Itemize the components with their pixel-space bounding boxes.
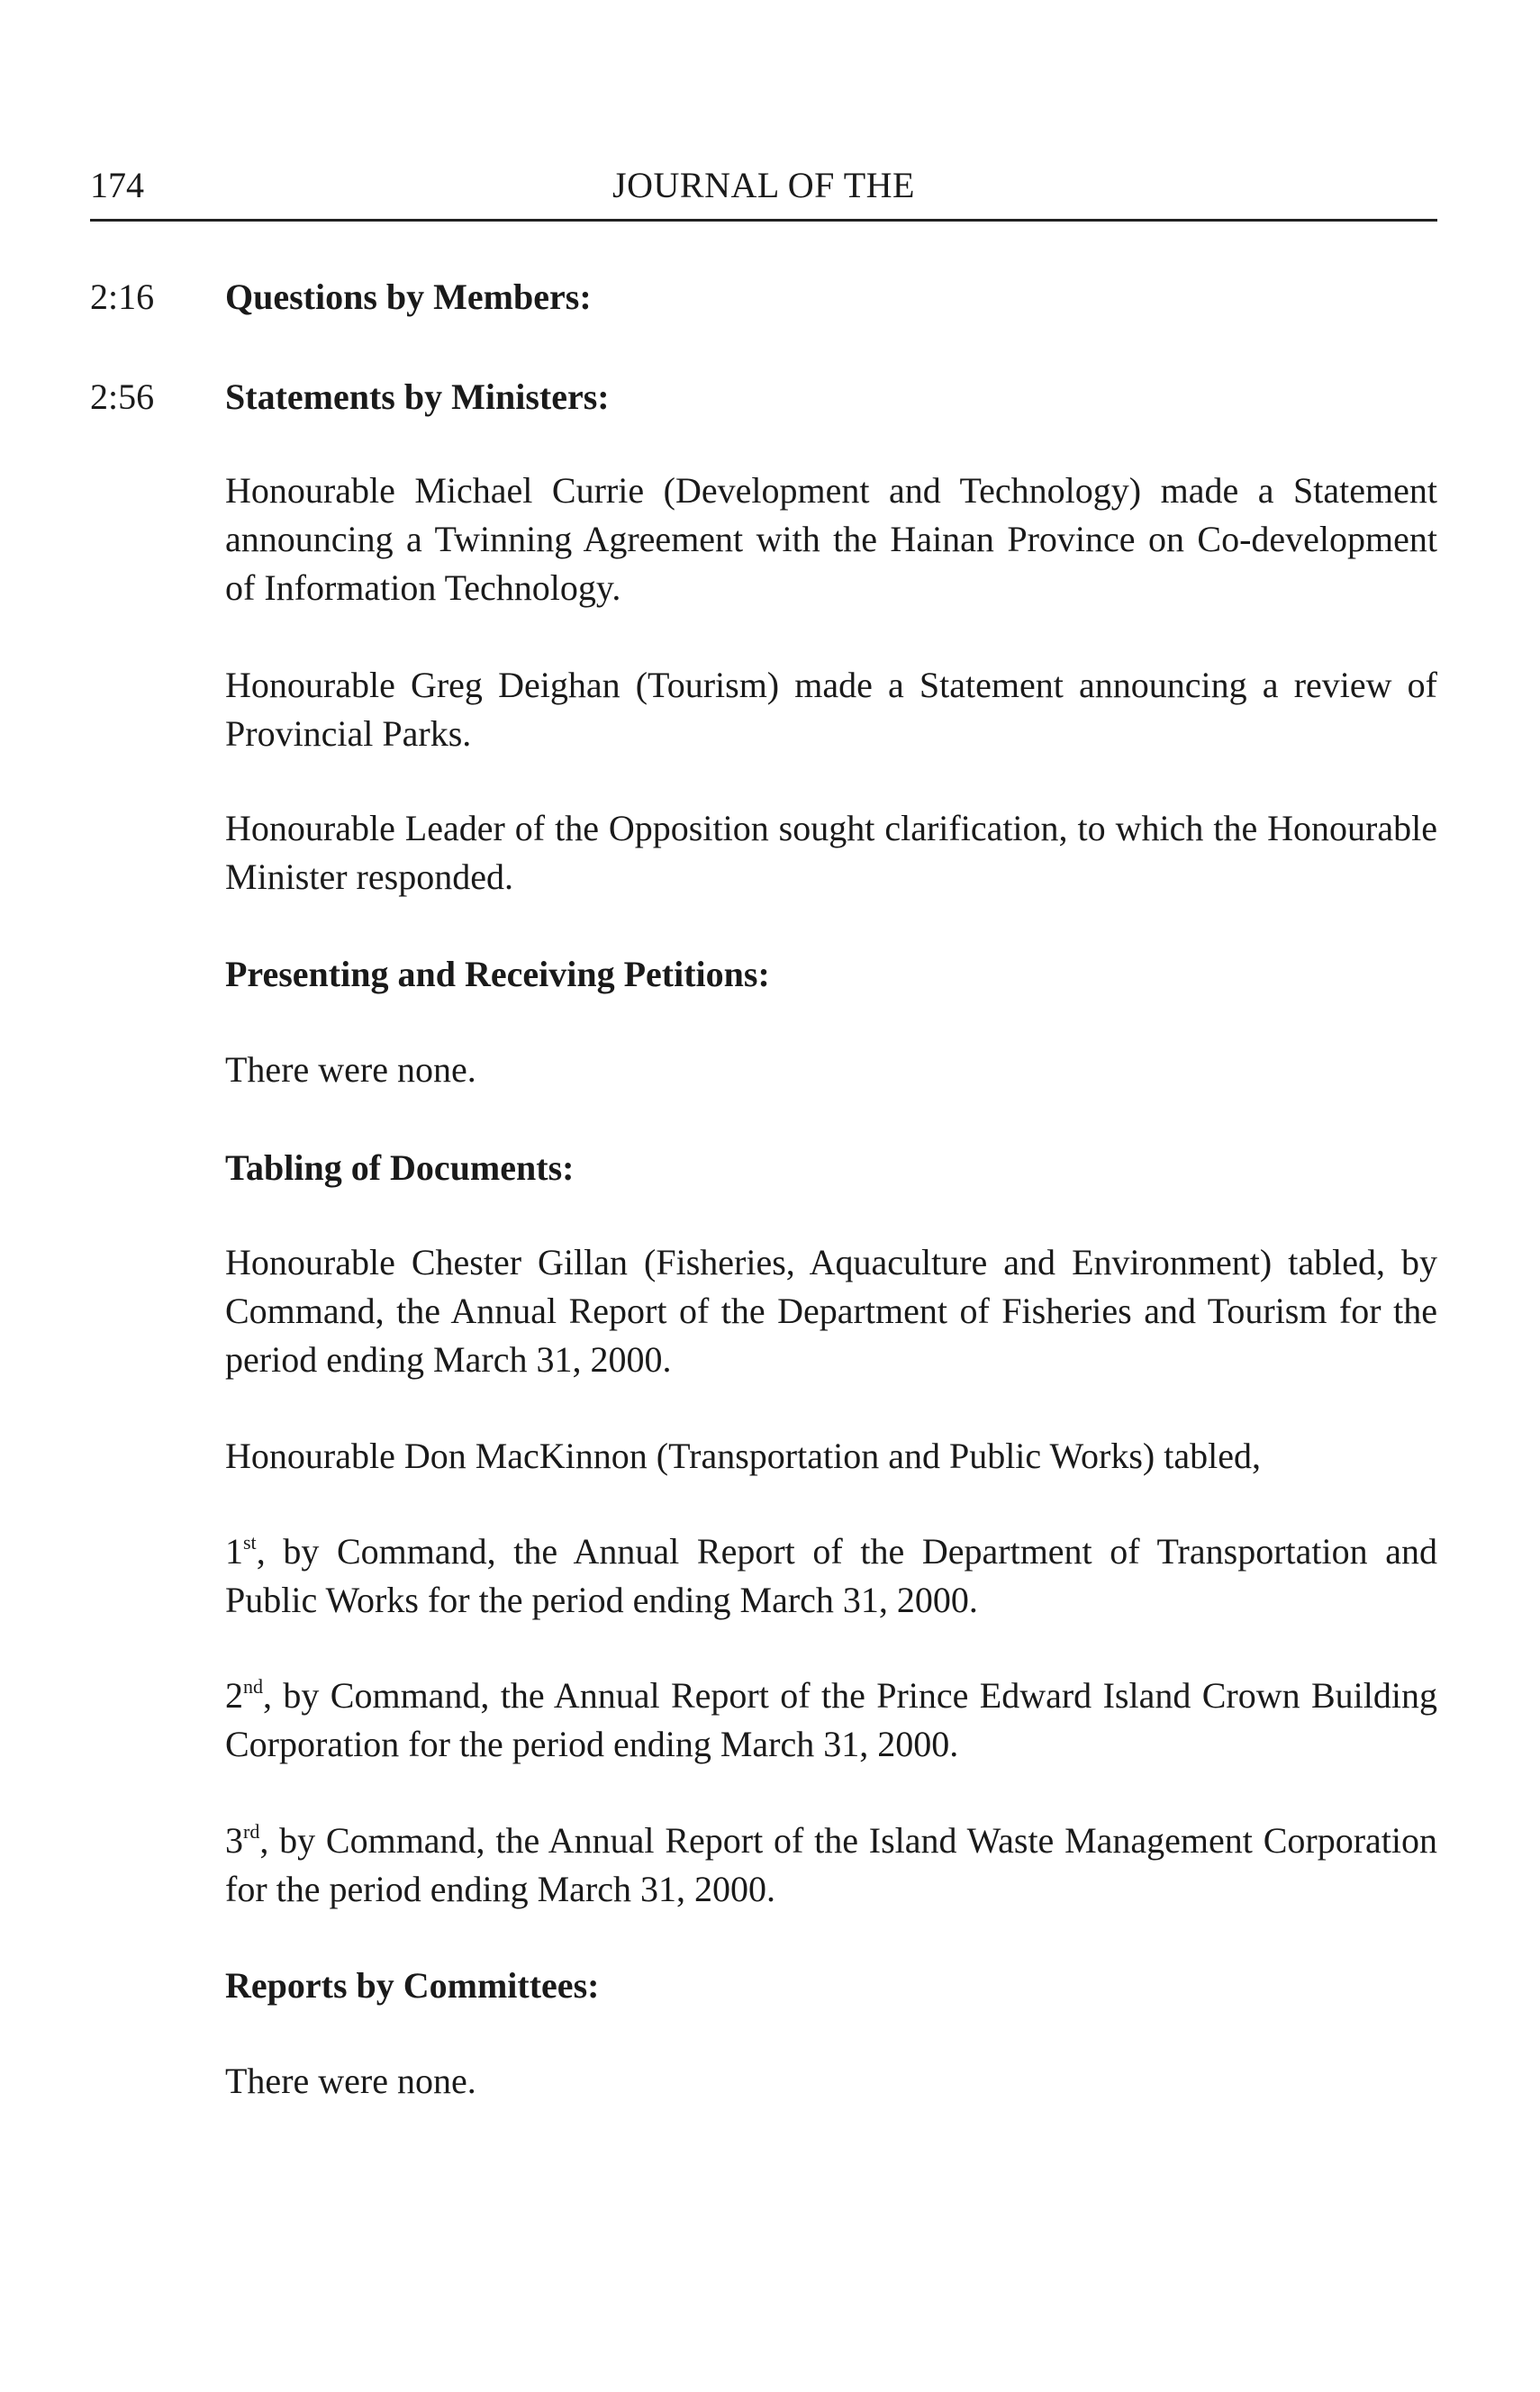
page-number: 174 [90, 165, 144, 205]
tabling-paragraph-1-block [225, 1238, 1437, 1384]
tabling-item-3 [225, 1817, 1437, 1914]
item-1-text: , by Command, the Annual Report of the Department of Transportation and Public Works for the period ending March 31, 2000. [225, 1531, 1437, 1620]
petitions-text: There were none. [225, 1049, 476, 1090]
heading-questions: Questions by Members: [225, 276, 592, 317]
statement-paragraph-2: Honourable Greg Deighan (Tourism) made a Statement announcing a review of Provincial Parks. [225, 665, 1437, 754]
item-1-number: 1 [225, 1531, 243, 1572]
tabling-paragraph-1: Honourable Chester Gillan (Fisheries, Aquaculture and Environment) tabled, by Command, the Annual Report of the Department of Fisheries and Tourism for the period ending March 31, 2000. [225, 1242, 1437, 1380]
page-header [90, 165, 1437, 222]
statement-paragraph-3: Honourable Leader of the Opposition sought clarification, to which the Honourable Minister responded. [225, 808, 1437, 897]
statement-paragraph-1-block [225, 467, 1437, 612]
item-2-number: 2 [225, 1675, 243, 1716]
tabling-item-2 [225, 1672, 1437, 1769]
tabling-item-3-block [225, 1817, 1437, 1914]
statement-paragraph-3-block [225, 804, 1437, 902]
time-questions: 2:16 [90, 276, 155, 317]
item-2-text: , by Command, the Annual Report of the Prince Edward Island Crown Building Corporation for the period ending March 31, 2000. [225, 1675, 1437, 1764]
item-3-suffix: rd [243, 1820, 260, 1843]
committees-text-block [225, 2057, 1437, 2106]
item-3-number: 3 [225, 1820, 243, 1861]
heading-petitions: Presenting and Receiving Petitions: [225, 954, 770, 994]
tabling-item-2-block [225, 1672, 1437, 1769]
tabling-item-1-block [225, 1527, 1437, 1625]
time-statements: 2:56 [90, 376, 155, 417]
item-2-suffix: nd [243, 1675, 263, 1698]
petitions-text-block [225, 1046, 1437, 1094]
item-3-text: , by Command, the Annual Report of the Island Waste Management Corporation for the period ending March 31, 2000. [225, 1820, 1437, 1909]
statement-paragraph-1: Honourable Michael Currie (Development and Technology) made a Statement announcing a Twinning Agreement with the Hainan Province on Co-development of Information Technology. [225, 470, 1437, 608]
tabling-paragraph-2-block [225, 1432, 1437, 1481]
running-head: JOURNAL OF THE [612, 165, 915, 205]
committees-text: There were none. [225, 2061, 476, 2101]
heading-statements: Statements by Ministers: [225, 376, 610, 417]
tabling-item-1 [225, 1527, 1437, 1625]
heading-tabling: Tabling of Documents: [225, 1147, 575, 1188]
item-1-suffix: st [243, 1531, 257, 1554]
statement-paragraph-2-block [225, 661, 1437, 758]
tabling-paragraph-2: Honourable Don MacKinnon (Transportation and Public Works) tabled, [225, 1436, 1261, 1476]
heading-committees: Reports by Committees: [225, 1965, 600, 2006]
